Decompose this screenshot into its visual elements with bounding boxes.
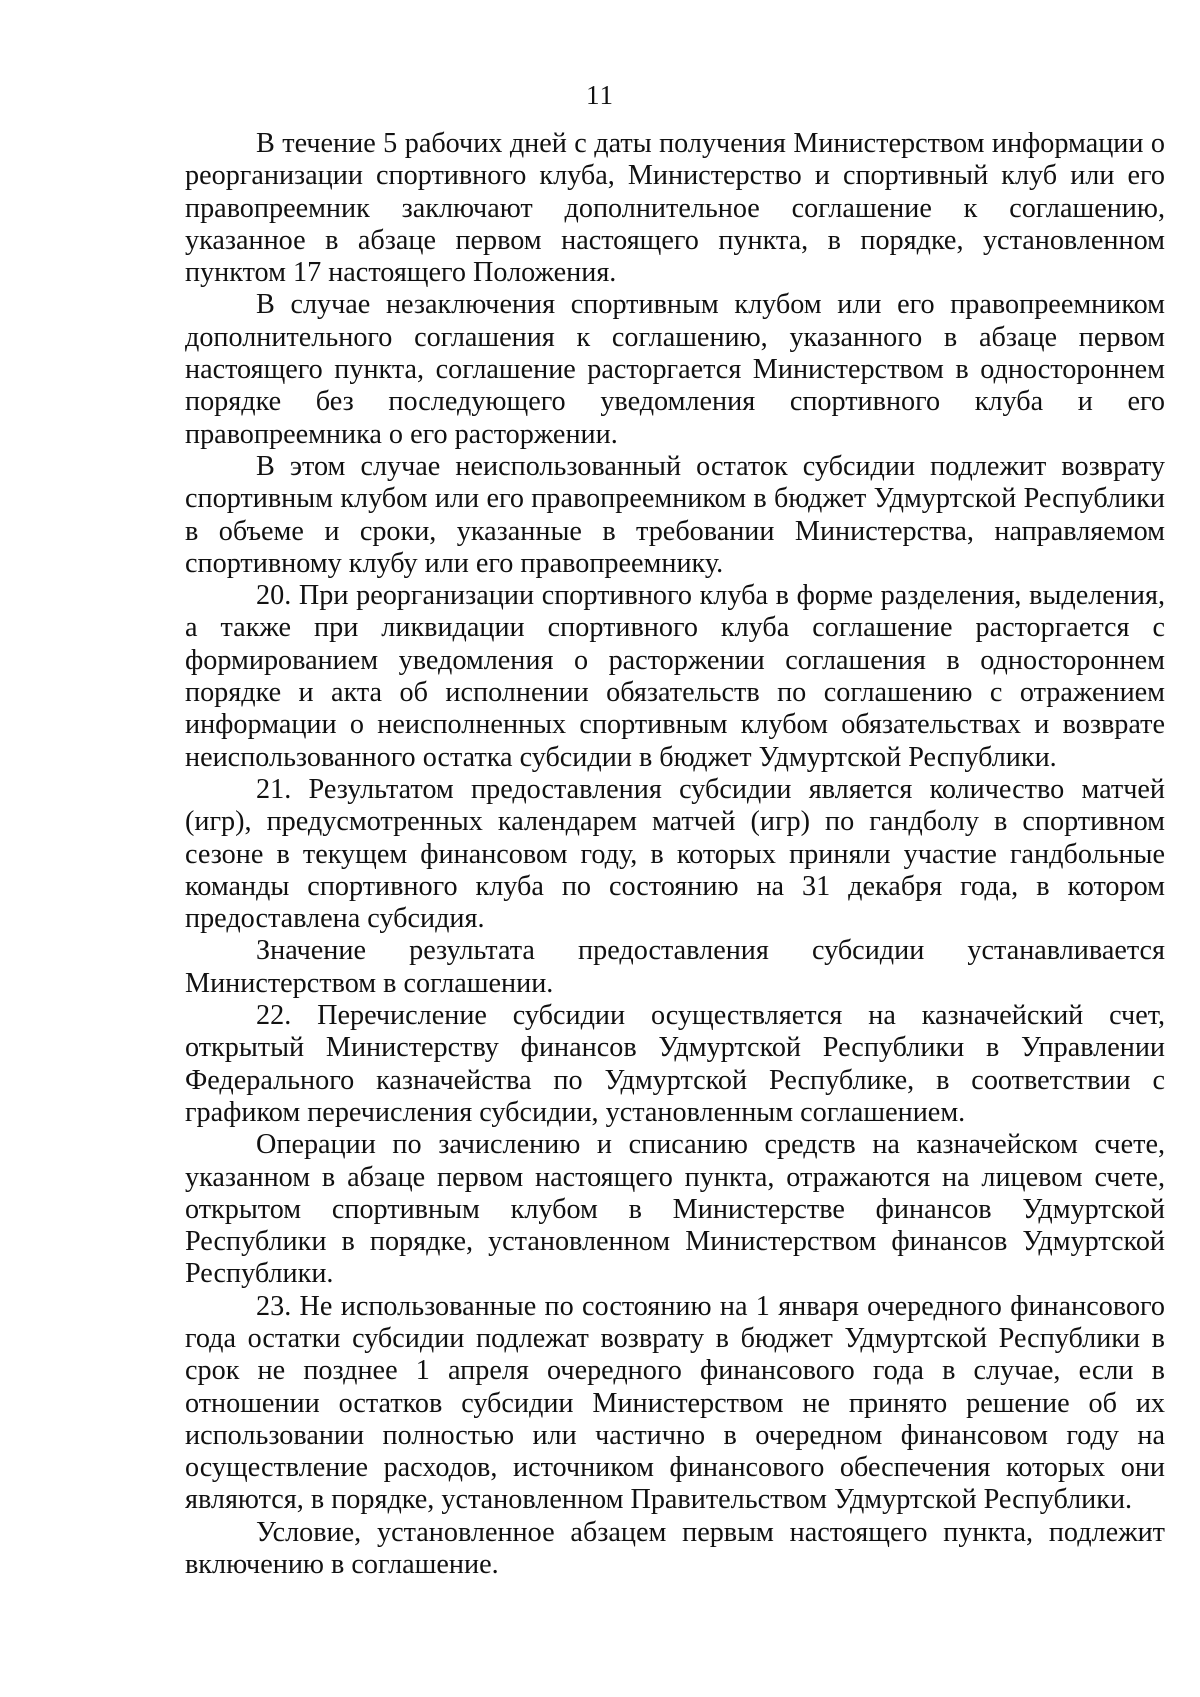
paragraph-item-21: 21. Результатом предоставления субсидии является количество матчей (игр), предусмотренных календарем матчей (игр) по гандболу в спортивном сезоне в текущем финансовом году, в которых приняли участие гандбольные команды спортивного клуба по состоянию на 31 декабря года, в котором предоставлена субсидия.: [185, 773, 1165, 935]
paragraph-condition: Условие, установленное абзацем первым настоящего пункта, подлежит включению в соглашение.: [185, 1516, 1165, 1581]
document-body: [185, 128, 1165, 1581]
page-number: 11: [586, 80, 614, 110]
paragraph-subsidy-return: В этом случае неиспользованный остаток субсидии подлежит возврату спортивным клубом или его правопреемником в бюджет Удмуртской Республики в объеме и сроки, указанные в требовании Министерства, направляемом спортивному клубу или его правопреемнику.: [185, 450, 1165, 579]
paragraph-item-20: 20. При реорганизации спортивного клуба в форме разделения, выделения, а также при ликвидации спортивного клуба соглашение расторгается с формированием уведомления о расторжении соглашения в одностороннем порядке и акта об исполнении обязательств по соглашению с отражением информации о неисполненных спортивным клубом обязательствах и возврате неиспользованного остатка субсидии в бюджет Удмуртской Республики.: [185, 580, 1165, 773]
paragraph-reorganization-notice: В течение 5 рабочих дней с даты получения Министерством информации о реорганизации спортивного клуба, Министерство и спортивный клуб или его правопреемник заключают дополнительное соглашение к соглашению, указанное в абзаце первом настоящего пункта, в порядке, установленном пунктом 17 настоящего Положения.: [185, 128, 1165, 289]
paragraph-agreement-termination: В случае незаключения спортивным клубом или его правопреемником дополнительного соглашения к соглашению, указанного в абзаце первом настоящего пункта, соглашение расторгается Министерством в одностороннем порядке без последующего уведомления спортивного клуба и его правопреемника о его расторжении.: [185, 289, 1165, 450]
paragraph-treasury-operations: Операции по зачислению и списанию средств на казначейском счете, указанном в абзаце первом настоящего пункта, отражаются на лицевом счете, открытом спортивным клубом в Министерстве финансов Удмуртской Республики в порядке, установленном Министерством финансов Удмуртской Республики.: [185, 1129, 1165, 1290]
paragraph-item-23: 23. Не использованные по состоянию на 1 января очередного финансового года остатки субсидии подлежат возврату в бюджет Удмуртской Республики в срок не позднее 1 апреля очередного финансового года в случае, если в отношении остатков субсидии Министерством не принято решение об их использовании полностью или частично в очередном финансовом году на осуществление расходов, источником финансового обеспечения которых они являются, в порядке, установленном Правительством Удмуртской Республики.: [185, 1290, 1165, 1516]
paragraph-item-22: 22. Перечисление субсидии осуществляется на казначейский счет, открытый Министерству финансов Удмуртской Республики в Управлении Федерального казначейства по Удмуртской Республике, в соответствии с графиком перечисления субсидии, установленным соглашением.: [185, 1000, 1165, 1128]
paragraph-result-value: Значение результата предоставления субсидии устанавливается Министерством в соглашении.: [185, 935, 1165, 999]
